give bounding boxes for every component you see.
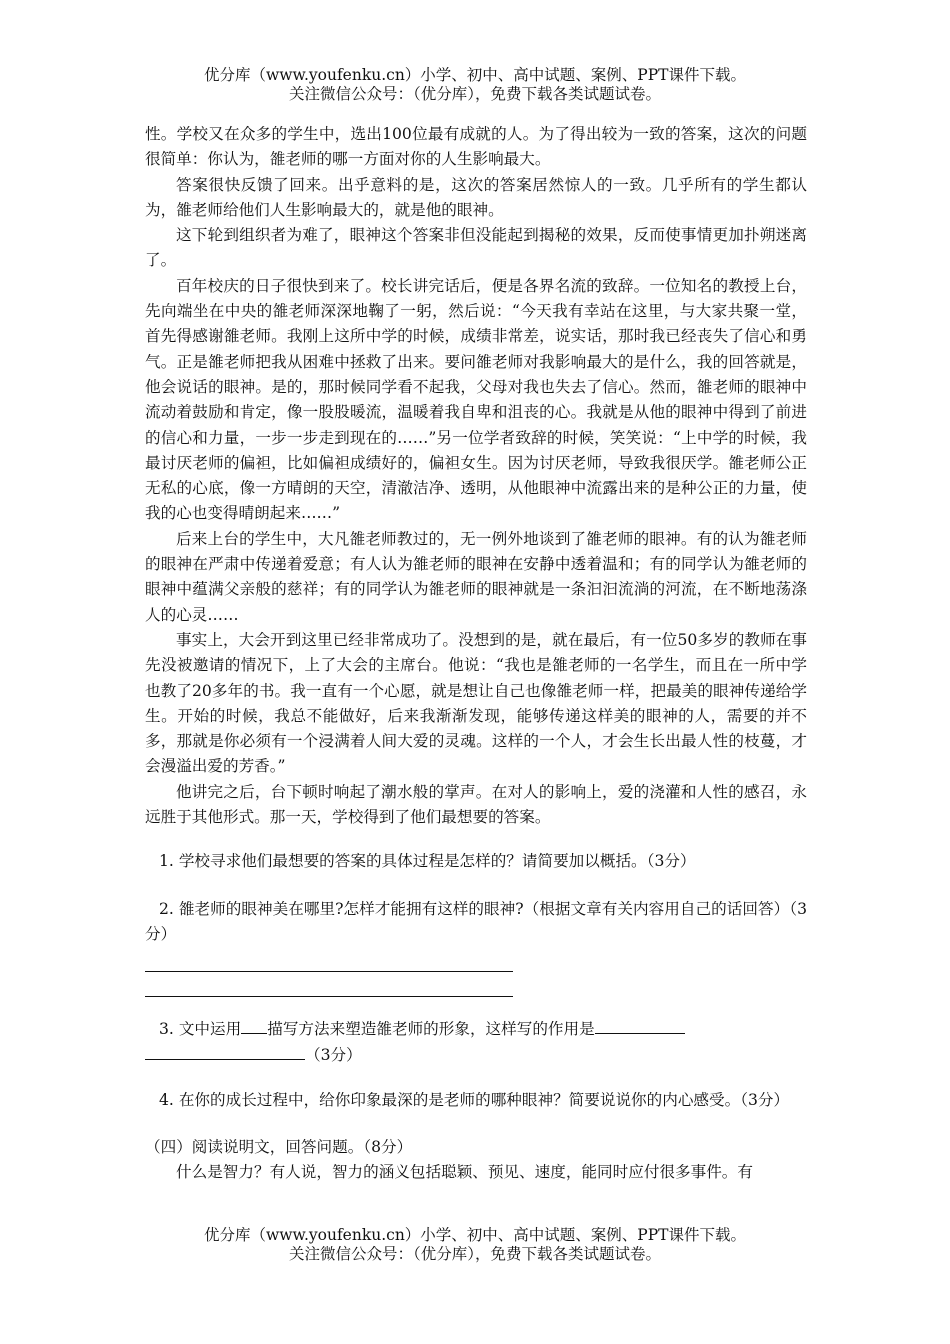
section-4-paragraph-1: 什么是智力？有人说，智力的涵义包括聪颖、预见、速度，能同时应付很多事件。有: [176, 1163, 753, 1182]
article-paragraph-5: 后来上台的学生中，大凡雒老师教过的，无一例外地谈到了雒老师的眼神。有的认为雒老师的眼神在严肃中传递着爱意；有人认为雒老师的眼神在安静中透着温和；有的同学认为雒老师的眼神中蕴满父亲般的慈祥；有的同学认为雒老师的眼神就是一条汩汩流淌的河流，在不断地荡涤人的心灵……: [145, 529, 807, 624]
document-body: [145, 122, 807, 1186]
answer-line-2[interactable]: [145, 972, 513, 997]
question-4: 4. 在你的成长过程中，给你印象最深的是老师的哪种眼神？简要说说你的内心感受。（3分）: [159, 1090, 790, 1109]
question-1: 1. 学校寻求他们最想要的答案的具体过程是怎样的？请简要加以概括。（3分）: [159, 852, 696, 871]
question-2: 2. 雒老师的眼神美在哪里?怎样才能拥有这样的眼神?（根据文章有关内容用自己的话回答）（3分）: [145, 899, 807, 943]
section-4-title: （四）阅读说明文，回答问题。（8分）: [145, 1138, 413, 1157]
footer-line-1: 优分库（www.youfenku.cn）小学、初中、高中试题、案例、PPT课件下载。: [203, 1226, 747, 1244]
fill-blank-effect-cont[interactable]: [145, 1043, 305, 1060]
header-line-1: 优分库（www.youfenku.cn）小学、初中、高中试题、案例、PPT课件下载。: [203, 66, 747, 84]
question-3: [145, 1017, 807, 1068]
article-paragraph-2: 答案很快反馈了回来。出乎意料的是，这次的答案居然惊人的一致。几乎所有的学生都认为，雒老师给他们人生影响最大的，就是他的眼神。: [145, 175, 807, 219]
fill-blank-effect[interactable]: [595, 1017, 685, 1034]
article-paragraph-3: 这下轮到组织者为难了，眼神这个答案非但没能起到揭秘的效果，反而使事情更加扑朔迷离了。: [145, 226, 807, 270]
fill-blank-method[interactable]: [241, 1017, 267, 1034]
article-paragraph-1: 性。学校又在众多的学生中，选出100位最有成就的人。为了得出较为一致的答案，这次的问题很简单：你认为，雒老师的哪一方面对你的人生影响最大。: [145, 125, 807, 169]
question-3-part-b: 描写方法来塑造雒老师的形象，这样写的作用是: [267, 1020, 595, 1039]
answer-line-1[interactable]: [145, 947, 513, 972]
article-paragraph-7: 他讲完之后，台下顿时响起了潮水般的掌声。在对人的影响上，爱的浇灌和人性的感召，永远胜于其他形式。那一天，学校得到了他们最想要的答案。: [145, 782, 807, 827]
question-3-part-a: 3. 文中运用: [159, 1020, 242, 1039]
page-header: [0, 66, 950, 104]
page-footer: [0, 1226, 950, 1264]
footer-line-2: 关注微信公众号：（优分库），免费下载各类试题试卷。: [288, 1245, 661, 1263]
article-paragraph-4: 百年校庆的日子很快到来了。校长讲完话后，便是各界名流的致辞。一位知名的教授上台，先向端坐在中央的雒老师深深地鞠了一躬，然后说：“今天我有幸站在这里，与大家共聚一堂，首先得感谢雒老师。我刚上这所中学的时候，成绩非常差，说实话，那时我已经丧失了信心和勇气。正是雒老师把我从困难中拯救了出来。要问雒老师对我影响最大的是什么，我的回答就是，他会说话的眼神。是的，那时候同学看不起我，父母对我也失去了信心。然而，雒老师的眼神中流动着鼓励和肯定，像一股股暖流，温暖着我自卑和沮丧的心。我就是从他的眼神中得到了前进的信心和力量，一步一步走到现在的……”另一位学者致辞的时候，笑笑说：“上中学的时候，我最讨厌老师的偏袒，比如偏袒成绩好的，偏袒女生。因为讨厌老师，导致我很厌学。雒老师公正无私的心底，像一方晴朗的天空，清澈洁净、透明，从他眼神中流露出来的是种公正的力量，使我的心也变得晴朗起来……”: [145, 276, 807, 523]
article-paragraph-6: 事实上，大会开到这里已经非常成功了。没想到的是，就在最后，有一位50多岁的教师在事先没被邀请的情况下，上了大会的主席台。他说：“我也是雒老师的一名学生，而且在一所中学也教了20多年的书。我一直有一个心愿，就是想让自己也像雒老师一样，把最美的眼神传递给学生。开始的时候，我总不能做好，后来我渐渐发现，能够传递这样美的眼神的人，需要的并不多，那就是你必须有一个浸满着人间大爱的灵魂。这样的一个人，才会生长出最人性的枝蔓，才会漫溢出爱的芳香。”: [145, 630, 807, 776]
header-line-2: 关注微信公众号：（优分库），免费下载各类试题试卷。: [288, 85, 661, 103]
question-3-part-c: （3分）: [305, 1045, 362, 1064]
